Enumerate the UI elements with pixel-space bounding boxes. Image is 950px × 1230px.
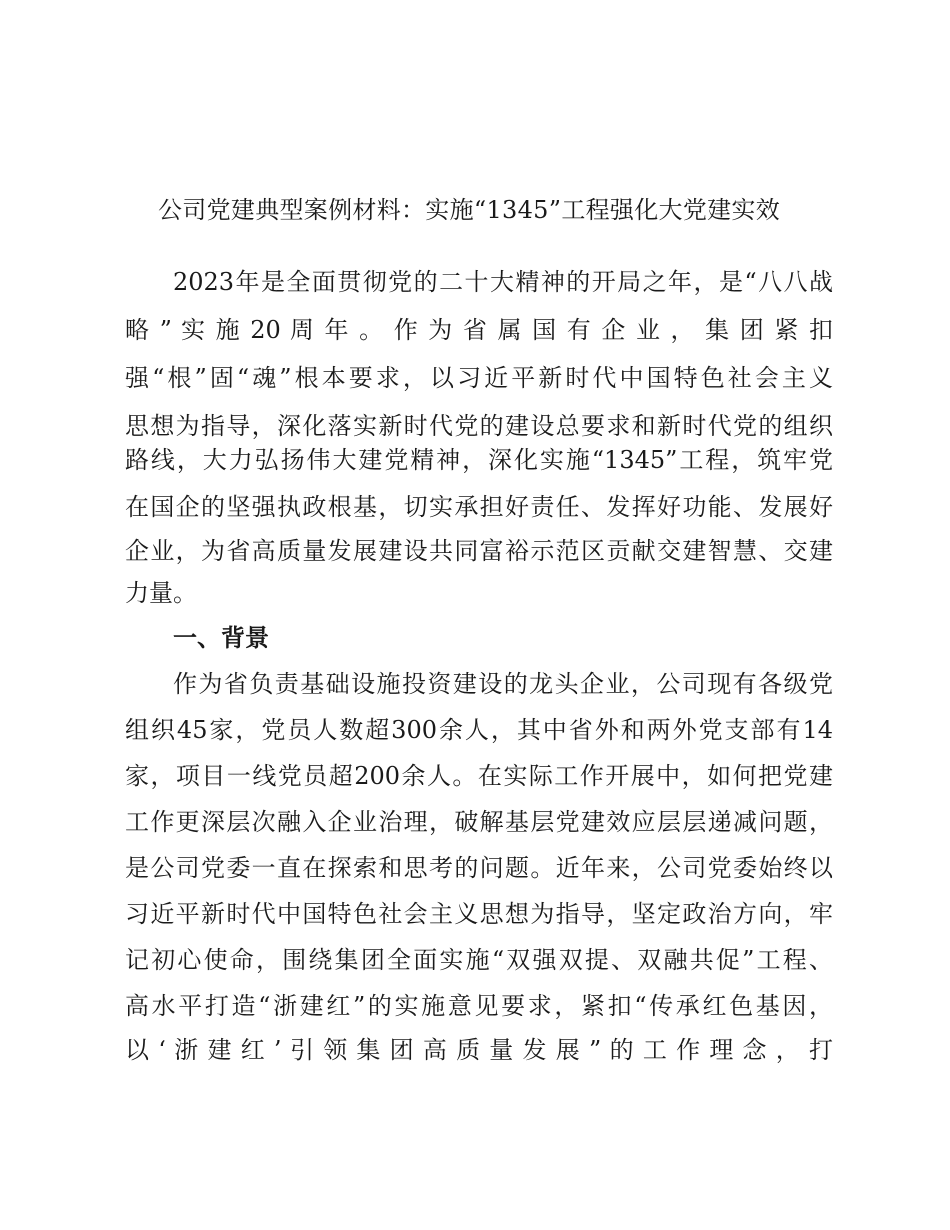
paragraph-line: 企业，为省高质量发展建设共同富裕示范区贡献交建智慧、交建: [125, 537, 833, 565]
paragraph-line: 路线，大力弘扬伟大建党精神，深化实施“1345”工程，筑牢党: [125, 446, 833, 474]
paragraph-line: 力量。: [125, 579, 197, 607]
paragraph-line: 记初心使命，围绕集团全面实施“双强双提、双融共促”工程、: [125, 946, 833, 974]
document-title: 公司党建典型案例材料：实施“1345”工程强化大党建实效: [158, 196, 781, 224]
section-heading: 一、背景: [173, 624, 269, 652]
paragraph-line: 习近平新时代中国特色社会主义思想为指导，坚定政治方向，牢: [125, 900, 833, 928]
paragraph-line: 组织45家，党员人数超300余人，其中省外和两外党支部有14: [125, 716, 833, 744]
paragraph-line: 2023年是全面贯彻党的二十大精神的开局之年，是“八八战: [173, 268, 833, 296]
paragraph-line: 略 ” 实 施 20 周 年 。 作 为 省 属 国 有 企 业 ， 集 团 紧 扣: [125, 316, 833, 344]
paragraph-line: 在国企的坚强执政根基，切实承担好责任、发挥好功能、发展好: [125, 493, 833, 521]
paragraph-line: 高水平打造“浙建红”的实施意见要求，紧扣“传承红色基因，: [125, 992, 833, 1020]
paragraph-line: 是公司党委一直在探索和思考的问题。近年来，公司党委始终以: [125, 854, 833, 882]
paragraph-line: 思想为指导，深化落实新时代党的建设总要求和新时代党的组织: [125, 412, 833, 440]
paragraph-line: 工作更深层次融入企业治理，破解基层党建效应层层递减问题，: [125, 808, 833, 836]
paragraph-line: 作为省负责基础设施投资建设的龙头企业，公司现有各级党: [173, 670, 833, 698]
paragraph-line: 强“根”固“魂”根本要求，以习近平新时代中国特色社会主义: [125, 364, 833, 392]
paragraph-line: 家，项目一线党员超200余人。在实际工作开展中，如何把党建: [125, 762, 833, 790]
paragraph-line: 以 ‘ 浙 建 红 ’ 引 领 集 团 高 质 量 发 展 ” 的 工 作 理 念 ， 打: [125, 1036, 833, 1064]
